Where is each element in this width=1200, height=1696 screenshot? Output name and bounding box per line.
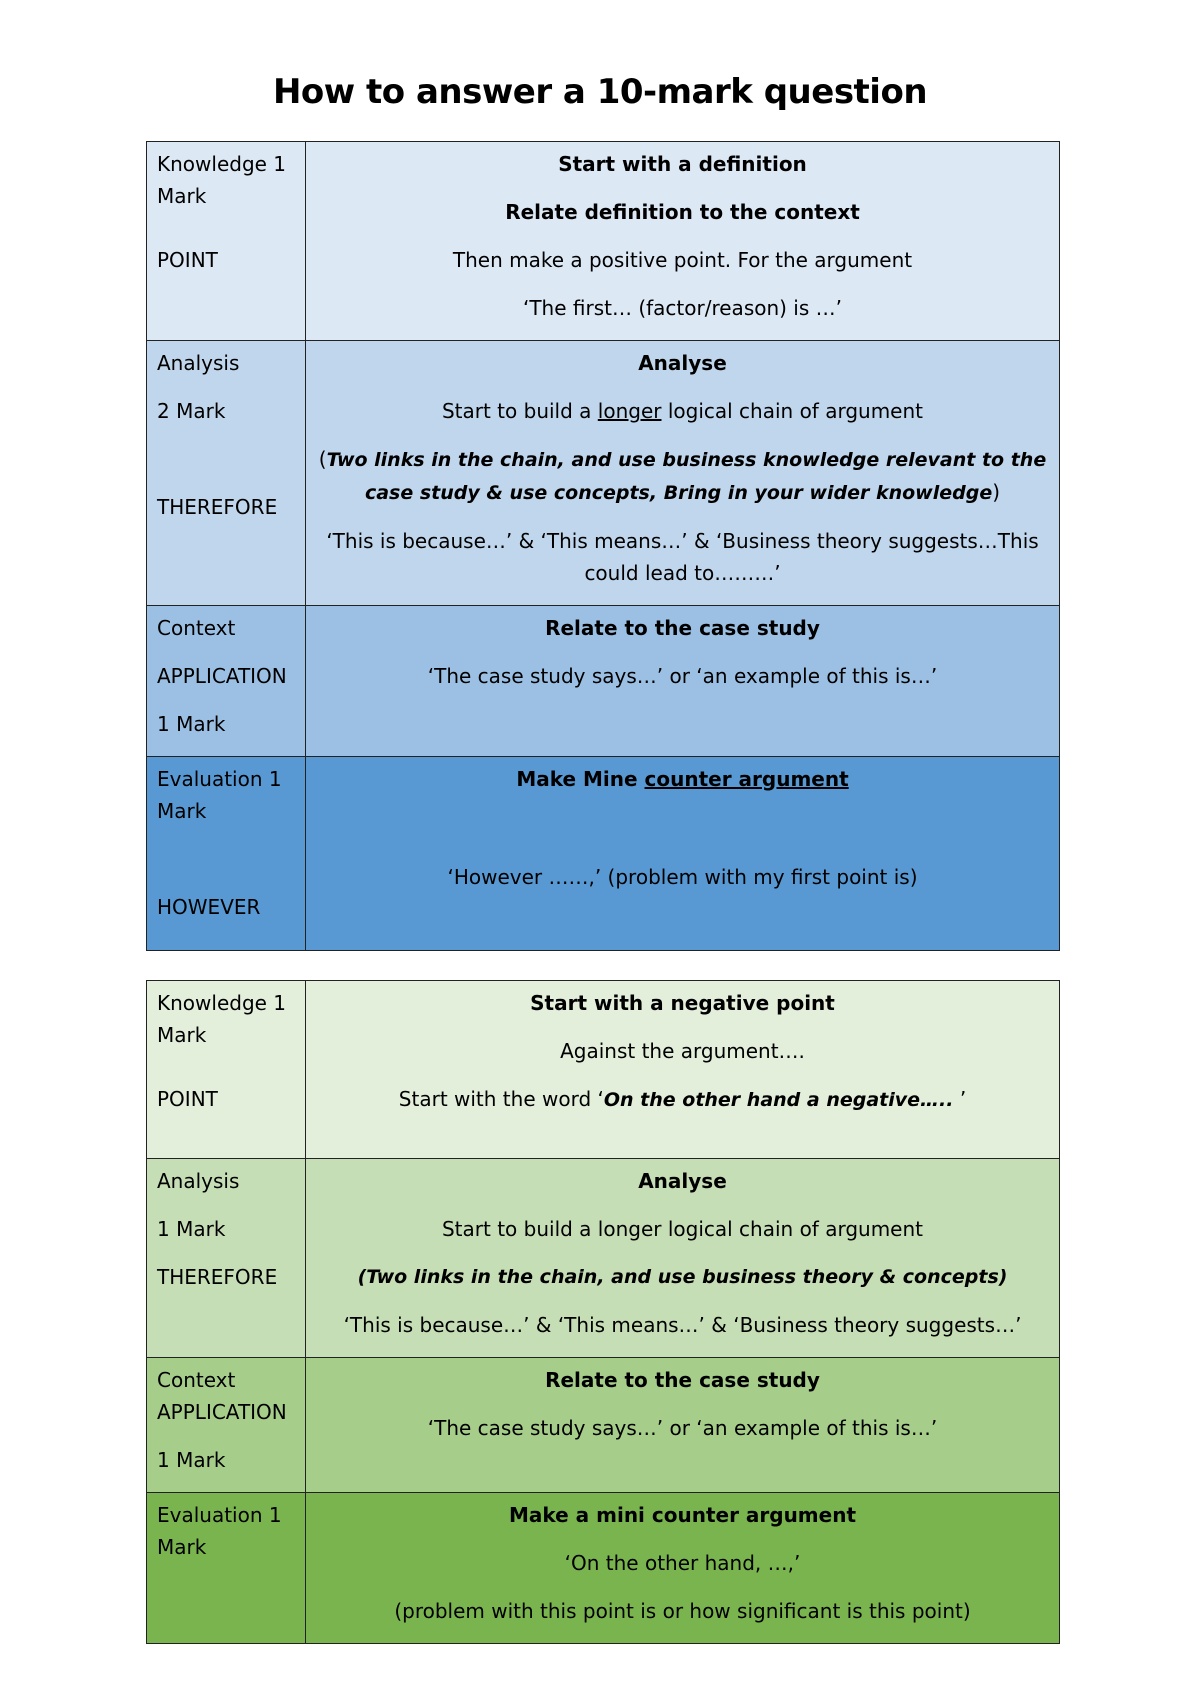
content-line: Relate definition to the context — [505, 200, 860, 224]
context-row — [147, 606, 1060, 757]
underlined-text: counter argument — [644, 767, 849, 791]
knowledge-content-cell — [306, 981, 1060, 1159]
label-line: Mark — [157, 1023, 207, 1047]
content-line: (problem with this point is or how significant is this point) — [394, 1599, 971, 1623]
label-line: 2 Mark — [157, 399, 226, 423]
label-line: Evaluation 1 — [157, 1503, 282, 1527]
knowledge-row — [147, 142, 1060, 341]
text-span: ’ — [953, 1087, 967, 1111]
analysis-label-cell — [147, 341, 306, 606]
knowledge-row — [147, 981, 1060, 1159]
label-line: 1 Mark — [157, 712, 226, 736]
content-line: ‘However ……,’ (problem with my first point is) — [447, 865, 918, 889]
emphasis-text: Two links in the chain, and use business knowledge relevant to the case study & use concepts, Bring in your wider knowledge — [326, 449, 1047, 504]
knowledge-label-cell — [147, 142, 306, 341]
evaluation-label-cell — [147, 757, 306, 951]
label-keyword: POINT — [157, 1087, 218, 1111]
blue-answer-table — [146, 141, 1060, 951]
content-line: Against the argument…. — [560, 1039, 805, 1063]
label-line: 1 Mark — [157, 1448, 226, 1472]
content-heading: Relate to the case study — [545, 616, 820, 640]
emphasis-text: On the other hand a negative….. — [603, 1089, 954, 1111]
text-span: logical chain of argument — [661, 399, 924, 423]
content-line: Then make a positive point. For the argument — [452, 248, 913, 272]
content-heading: Make a mini counter argument — [508, 1503, 857, 1527]
evaluation-label-cell — [147, 1493, 306, 1644]
content-heading: Start with a definition — [558, 152, 807, 176]
content-line: ‘This is because…’ & ‘This means…’ & ‘Business theory suggests…This could lead to………’ — [326, 529, 1039, 585]
context-content-cell — [306, 606, 1060, 757]
content-line: ‘The case study says…’ or ‘an example of this is…’ — [427, 664, 938, 688]
text-span: ( — [318, 447, 327, 471]
label-line: Knowledge 1 — [157, 152, 287, 176]
label-line: Mark — [157, 184, 207, 208]
text-span: Start to build a — [441, 399, 598, 423]
analysis-row — [147, 1159, 1060, 1358]
label-keyword: HOWEVER — [157, 895, 261, 919]
label-keyword: POINT — [157, 248, 218, 272]
analysis-label-cell — [147, 1159, 306, 1358]
text-span: Make Mine — [516, 767, 645, 791]
content-heading: Start with a negative point — [530, 991, 835, 1015]
label-line: Analysis — [157, 351, 240, 375]
green-answer-table — [146, 980, 1060, 1644]
page-title: How to answer a 10-mark question — [272, 72, 928, 112]
text-span: ) — [992, 480, 1001, 504]
content-line: ‘The case study says…’ or ‘an example of this is…’ — [427, 1416, 938, 1440]
label-line: Evaluation 1 — [157, 767, 282, 791]
content-line: ‘This is because…’ & ‘This means…’ & ‘Business theory suggests…’ — [343, 1313, 1022, 1337]
content-line: ‘The first… (factor/reason) is …’ — [522, 296, 842, 320]
evaluation-row — [147, 757, 1060, 951]
content-line: ‘On the other hand, …,’ — [564, 1551, 801, 1575]
content-line — [316, 1083, 1049, 1116]
knowledge-label-cell — [147, 981, 306, 1159]
analysis-content-cell — [306, 341, 1060, 606]
underlined-word: longer — [597, 399, 662, 423]
label-line: Mark — [157, 1535, 207, 1559]
analysis-row — [147, 341, 1060, 606]
context-label-cell — [147, 606, 306, 757]
label-line: Mark — [157, 799, 207, 823]
evaluation-row — [147, 1493, 1060, 1644]
label-line: Context — [157, 1368, 236, 1392]
analysis-content-cell — [306, 1159, 1060, 1358]
context-row — [147, 1358, 1060, 1493]
evaluation-content-cell — [306, 1493, 1060, 1644]
knowledge-content-cell — [306, 142, 1060, 341]
text-span: Start with the word ‘ — [398, 1087, 604, 1111]
content-heading: Relate to the case study — [545, 1368, 820, 1392]
label-line: Context — [157, 616, 236, 640]
content-line — [316, 395, 1049, 427]
label-line: Analysis — [157, 1169, 240, 1193]
label-line: 1 Mark — [157, 1217, 226, 1241]
label-keyword: APPLICATION — [157, 1400, 287, 1424]
label-keyword: THEREFORE — [157, 1265, 278, 1289]
label-keyword: THEREFORE — [157, 495, 278, 519]
label-line: Knowledge 1 — [157, 991, 287, 1015]
content-line — [316, 443, 1049, 509]
evaluation-content-cell — [306, 757, 1060, 951]
context-label-cell — [147, 1358, 306, 1493]
content-line: Start to build a longer logical chain of argument — [441, 1217, 923, 1241]
label-keyword: APPLICATION — [157, 664, 287, 688]
content-heading — [316, 763, 1049, 795]
content-heading: Analyse — [638, 1169, 727, 1193]
content-heading: Analyse — [638, 351, 727, 375]
context-content-cell — [306, 1358, 1060, 1493]
emphasis-text: (Two links in the chain, and use business theory & concepts) — [357, 1266, 1008, 1288]
